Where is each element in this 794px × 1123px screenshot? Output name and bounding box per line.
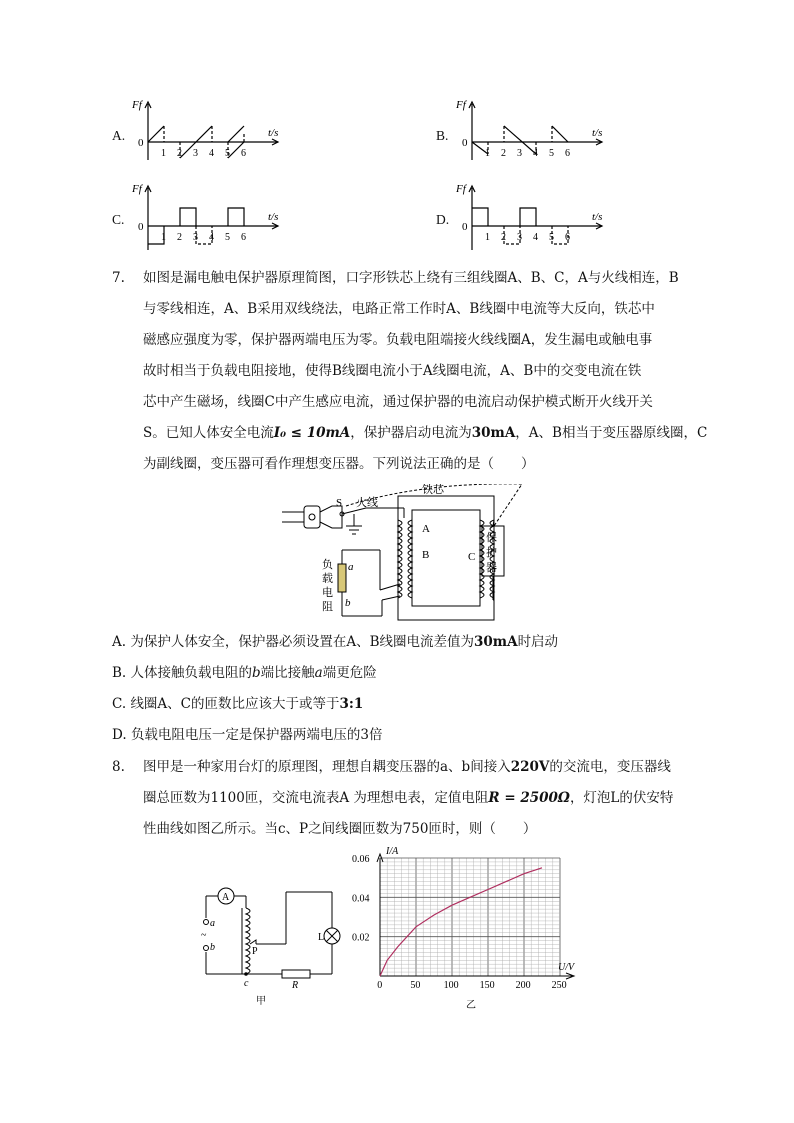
graph-y-label: Ff	[456, 183, 466, 195]
x-tick-label: 0	[377, 980, 383, 991]
tick: 6	[565, 148, 570, 159]
option-text: 为保护人体安全，保护器必须设置在A、B线圈电流差值为	[130, 634, 475, 650]
option-text: 时启动	[517, 634, 559, 650]
option-d[interactable]	[112, 725, 383, 745]
end-b-label: b	[345, 597, 351, 609]
graph-d	[452, 178, 612, 258]
tick: 5	[225, 232, 230, 243]
chart-caption: 乙	[466, 1000, 476, 1011]
iv-curve-series	[380, 868, 542, 976]
end-b-label: b	[210, 942, 215, 953]
x-axis-label: U/V	[558, 962, 575, 973]
end-c-label: c	[244, 978, 249, 989]
protector-label: 器	[486, 562, 497, 574]
tick: 1	[161, 232, 166, 243]
coil-a-label: A	[422, 523, 430, 535]
protector-label: 护	[486, 547, 497, 559]
text-run: ，A、B相当于变压器原线圈，C	[515, 425, 708, 441]
leakage-protector-diagram	[282, 484, 542, 624]
math-inequality: I₀ ≤ 10mA	[273, 425, 351, 441]
text-run: 的交流电，变压器线	[549, 759, 671, 775]
tick: 6	[241, 148, 246, 159]
graph-c	[128, 178, 288, 258]
option-var: a	[314, 665, 323, 681]
text-run: ，灯泡L的伏安特	[569, 790, 674, 806]
graph-label-d: D.	[436, 212, 450, 227]
option-text: 端更危险	[322, 665, 377, 681]
live-wire-label: 火线	[356, 497, 378, 509]
tick: 1	[485, 232, 490, 243]
graph-a	[128, 94, 288, 166]
tick: 3	[193, 148, 198, 159]
question-text	[143, 788, 673, 808]
tick: 3	[517, 148, 522, 159]
tick: 5	[549, 148, 554, 159]
end-a-label: a	[348, 561, 354, 573]
iv-curve-chart	[350, 846, 580, 1012]
question-number: 8.	[112, 759, 125, 775]
graph-y-label: Ff	[132, 99, 142, 111]
option-value: 3:1	[339, 696, 364, 712]
x-tick-label: 200	[515, 980, 531, 991]
graph-origin: 0	[138, 137, 144, 149]
y-tick-label: 0.04	[352, 893, 370, 905]
text-run: S。已知人体安全电流	[143, 425, 274, 441]
tick: 4	[209, 232, 214, 243]
autotransformer-circuit	[196, 878, 356, 1008]
option-b[interactable]	[112, 663, 377, 683]
question-text: 与零线相连，A、B采用双线绕法，电路正常工作时A、B线圈中电流等大反向，铁芯中	[143, 301, 655, 317]
question-text: 芯中产生磁场，线圈C中产生感应电流，通过保护器的电流启动保护模式断开火线开关	[143, 394, 653, 410]
math-value: R = 2500Ω	[488, 790, 570, 806]
graph-y-label: Ff	[132, 183, 142, 195]
core-label: 铁芯	[422, 484, 444, 496]
graph-label-b: B.	[436, 128, 449, 143]
ac-symbol: ~	[201, 930, 207, 941]
tick: 6	[565, 232, 570, 243]
resistor-label: R	[292, 980, 299, 991]
tick: 1	[161, 148, 166, 159]
tick: 4	[533, 232, 538, 243]
option-value: 30mA	[474, 634, 518, 650]
load-label: 负	[322, 559, 333, 571]
option-text: 端比接触	[260, 665, 315, 681]
option-label: B.	[112, 665, 127, 681]
tick: 2	[501, 232, 506, 243]
graph-origin: 0	[462, 137, 468, 149]
graph-x-label: t/s	[592, 211, 603, 223]
option-label: A.	[112, 634, 127, 650]
x-tick-label: 100	[443, 980, 459, 991]
option-text: 人体接触负载电阻的	[130, 665, 253, 681]
tick: 2	[177, 232, 182, 243]
x-tick-label: 250	[551, 980, 567, 991]
option-text: 负载电阻电压一定是保护器两端电压的3倍	[130, 727, 383, 743]
option-a[interactable]	[112, 632, 558, 652]
math-value: 30mA	[471, 425, 516, 441]
graph-y-label: Ff	[456, 99, 466, 111]
question-text	[143, 757, 671, 777]
tick: 5	[549, 232, 554, 243]
math-value: 220V	[510, 759, 550, 775]
circuit-caption: 甲	[256, 996, 266, 1007]
coil-c-label: C	[468, 551, 476, 563]
y-tick-label: 0.06	[352, 854, 370, 865]
switch-label: S	[336, 497, 343, 509]
question-text: 如图是漏电触电保护器原理简图，口字形铁芯上绕有三组线圈A、B、C，A与火线相连，B	[143, 270, 679, 286]
question-text: 性曲线如图乙所示。当c、P之间线圈匝数为750匝时，则（ ）	[143, 821, 537, 837]
text-run: 图甲是一种家用台灯的原理图，理想自耦变压器的a、b间接入	[143, 759, 511, 775]
coil-b-label: B	[422, 549, 430, 561]
text-run: ，保护器启动电流为	[350, 425, 472, 441]
question-text: 磁感应强度为零，保护器两端电压为零。负载电阻端接火线线圈A，发生漏电或触电事	[143, 332, 653, 348]
x-tick-label: 150	[479, 980, 495, 991]
graph-b	[452, 94, 612, 166]
tick: 4	[533, 148, 538, 159]
end-a-label: a	[210, 918, 215, 929]
load-label: 阻	[322, 601, 333, 613]
tick: 1	[485, 148, 490, 159]
load-label: 载	[322, 573, 333, 585]
option-text: 线圈A、C的匝数比应该大于或等于	[130, 696, 340, 712]
graph-origin: 0	[138, 221, 144, 233]
question-text	[143, 423, 707, 443]
tick: 3	[517, 232, 522, 243]
y-axis-label: I/A	[386, 846, 399, 857]
tick: 3	[193, 232, 198, 243]
x-tick-label: 50	[410, 980, 421, 991]
graph-x-label: t/s	[592, 127, 603, 139]
graph-x-label: t/s	[268, 127, 279, 139]
tick: 2	[177, 148, 182, 159]
protector-label: 保	[486, 532, 497, 544]
option-c[interactable]	[112, 694, 363, 714]
option-label: C.	[112, 696, 127, 712]
graph-label-a: A.	[112, 128, 126, 143]
text-run: 圈总匝数为1100匝，交流电流表A 为理想电表，定值电阻	[143, 790, 489, 806]
y-tick-label: 0.02	[352, 932, 370, 944]
tick: 2	[501, 148, 506, 159]
graph-origin: 0	[462, 221, 468, 233]
graph-x-label: t/s	[268, 211, 279, 223]
tick: 6	[241, 232, 246, 243]
question-number: 7.	[112, 270, 125, 286]
option-label: D.	[112, 727, 127, 743]
ammeter-label: A	[222, 892, 230, 903]
graph-label-c: C.	[112, 212, 125, 227]
tick: 4	[209, 148, 214, 159]
tap-label: P	[252, 946, 258, 957]
load-label: 电	[322, 587, 333, 599]
question-text: 为副线圈，变压器可看作理想变压器。下列说法正确的是（ ）	[143, 456, 535, 472]
lamp-label: L	[318, 932, 325, 943]
question-text: 故时相当于负载电阻接地，使得B线圈电流小于A线圈电流，A、B中的交变电流在铁	[143, 363, 642, 379]
tick: 5	[225, 148, 230, 159]
option-var: b	[252, 665, 261, 681]
